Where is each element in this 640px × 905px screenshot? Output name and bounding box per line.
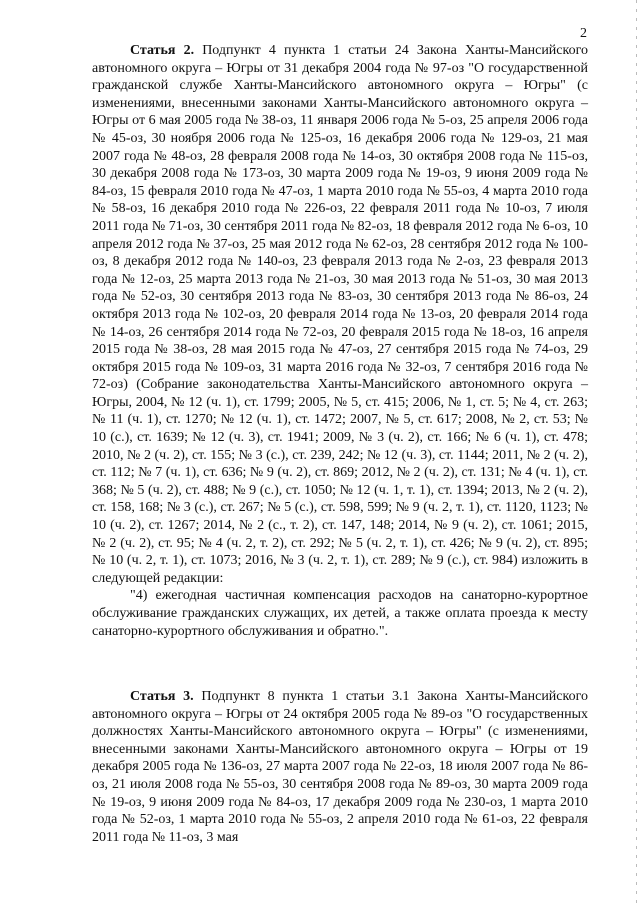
article-3-text: Подпункт 8 пункта 1 статьи 3.1 Закона Ханты-Мансийского автономного округа – Югры от 24 октября 2005 года № 89-оз "О государственных должностях Ханты-Мансийского автономного округа – Югры" (с изменениями, внесенными законами Ханты-Мансийского автономного округа – Югры от 19 декабря 2005 года № 136-оз, 27 марта 2007 года № 22-оз, 18 июля 2007 года № 86-оз, 21 июля 2008 года № 55-оз, 30 сентября 2008 года № 89-оз, 30 марта 2009 года № 19-оз, 9 июня 2009 года № 84-оз, 17 декабря 2009 года № 230-оз, 1 марта 2010 года № 52-оз, 1 марта 2010 года № 55-оз, 2 апреля 2010 года № 61-оз, 22 февраля 2011 года № 11-оз, 3 мая (92, 689, 588, 845)
article-2-body (92, 42, 588, 587)
article-2-quote: "4) ежегодная частичная компенсация расходов на санаторно-курортное обслуживание гражданских служащих, их детей, а также оплата проезда к месту санаторно-курортного обслуживания и обратно.". (92, 588, 588, 639)
article-3-body (92, 688, 588, 846)
article-2 (92, 42, 588, 640)
page-number: 2 (580, 26, 587, 41)
article-3-heading: Статья 3. (130, 689, 194, 704)
scan-margin-line (636, 0, 637, 905)
article-2-text: Подпункт 4 пункта 1 статьи 24 Закона Ханты-Мансийского автономного округа – Югры от 31 декабря 2004 года № 97-оз "О государственной гражданской службе Ханты-Мансийского автономного округа – Югры" (с изменениями, внесенными законами Ханты-Мансийского автономного округа – Югры от 6 мая 2005 года № 38-оз, 11 января 2006 года № 5-оз, 25 апреля 2006 года № 45-оз, 30 ноября 2006 года № 125-оз, 16 декабря 2006 года № 129-оз, 21 мая 2007 года № 48-оз, 28 февраля 2008 года № 14-оз, 30 октября 2008 года № 115-оз, 30 декабря 2008 года № 173-оз, 30 марта 2009 года № 19-оз, 9 июня 2009 года № 84-оз, 15 февраля 2010 года № 47-оз, 1 марта 2010 года № 55-оз, 4 марта 2010 года № 58-оз, 16 декабря 2010 года № 226-оз, 22 февраля 2011 года № 10-оз, 7 июля 2011 года № 71-оз, 30 сентября 2011 года № 82-оз, 18 февраля 2012 года № 6-оз, 10 апреля 2012 года № 37-оз, 25 мая 2012 года № 62-оз, 28 сентября 2012 года № 100-оз, 8 декабря 2012 года № 140-оз, 23 февраля 2013 года № 2-оз, 23 февраля 2013 года № 12-оз, 25 марта 2013 года № 21-оз, 30 мая 2013 года № 51-оз, 30 мая 2013 года № 52-оз, 30 сентября 2013 года № 83-оз, 30 сентября 2013 года № 86-оз, 24 октября 2013 года № 102-оз, 20 февраля 2014 года № 13-оз, 20 февраля 2014 года № 14-оз, 26 сентября 2014 года № 72-оз, 20 февраля 2015 года № 18-оз, 16 апреля 2015 года № 38-оз, 28 мая 2015 года № 47-оз, 27 сентября 2015 года № 74-оз, 29 октября 2015 года № 109-оз, 31 марта 2016 года № 32-оз, 7 сентября 2016 года № 72-оз) (Собрание законодательства Ханты-Мансийского автономного округа – Югры, 2004, № 12 (ч. 1), ст. 1799; 2005, № 5, ст. 415; 2006, № 1, ст. 5; № 4, ст. 263; № 11 (ч. 1), ст. 1270; № 12 (ч. 1), ст. 1472; 2007, № 5, ст. 617; 2008, № 2, ст. 53; № 10 (с.), ст. 1639; № 12 (ч. 3), ст. 1941; 2009, № 3 (ч. 2), ст. 166; № 6 (ч. 1), ст. 478; 2010, № 2 (ч. 2), ст. 155; № 3 (с.), ст. 239, 242; № 12 (ч. 3), ст. 1144; 2011, № 2 (ч. 2), ст. 112; № 7 (ч. 1), ст. 636; № 9 (ч. 2), ст. 869; 2012, № 2 (ч. 2), ст. 131; № 4 (ч. 1), ст. 368; № 5 (ч. 2), ст. 488; № 9 (с.), ст. 1050; № 12 (ч. 1, т. 1), ст. 1394; 2013, № 2 (ч. 2), ст. 158, 168; № 3 (с.), ст. 267; № 5 (с.), ст. 598, 599; № 9 (ч. 2, т. 1), ст. 1120, 1123; № 10 (ч. 2), ст. 1267; 2014, № 2 (с., т. 2), ст. 147, 148; 2014, № 9 (ч. 2), ст. 1061; 2015, № 2 (ч. 2), ст. 95; № 4 (ч. 2, т. 2), ст. 292; № 5 (ч. 2, т. 1), ст. 426; № 9 (ч. 2), ст. 895; № 10 (ч. 2, т. 1), ст. 1073; 2016, № 3 (ч. 2, т. 1), ст. 289; № 9 (с.), ст. 984) изложить в следующей редакции: (92, 43, 588, 586)
article-2-heading: Статья 2. (130, 43, 195, 58)
article-3 (92, 688, 588, 846)
